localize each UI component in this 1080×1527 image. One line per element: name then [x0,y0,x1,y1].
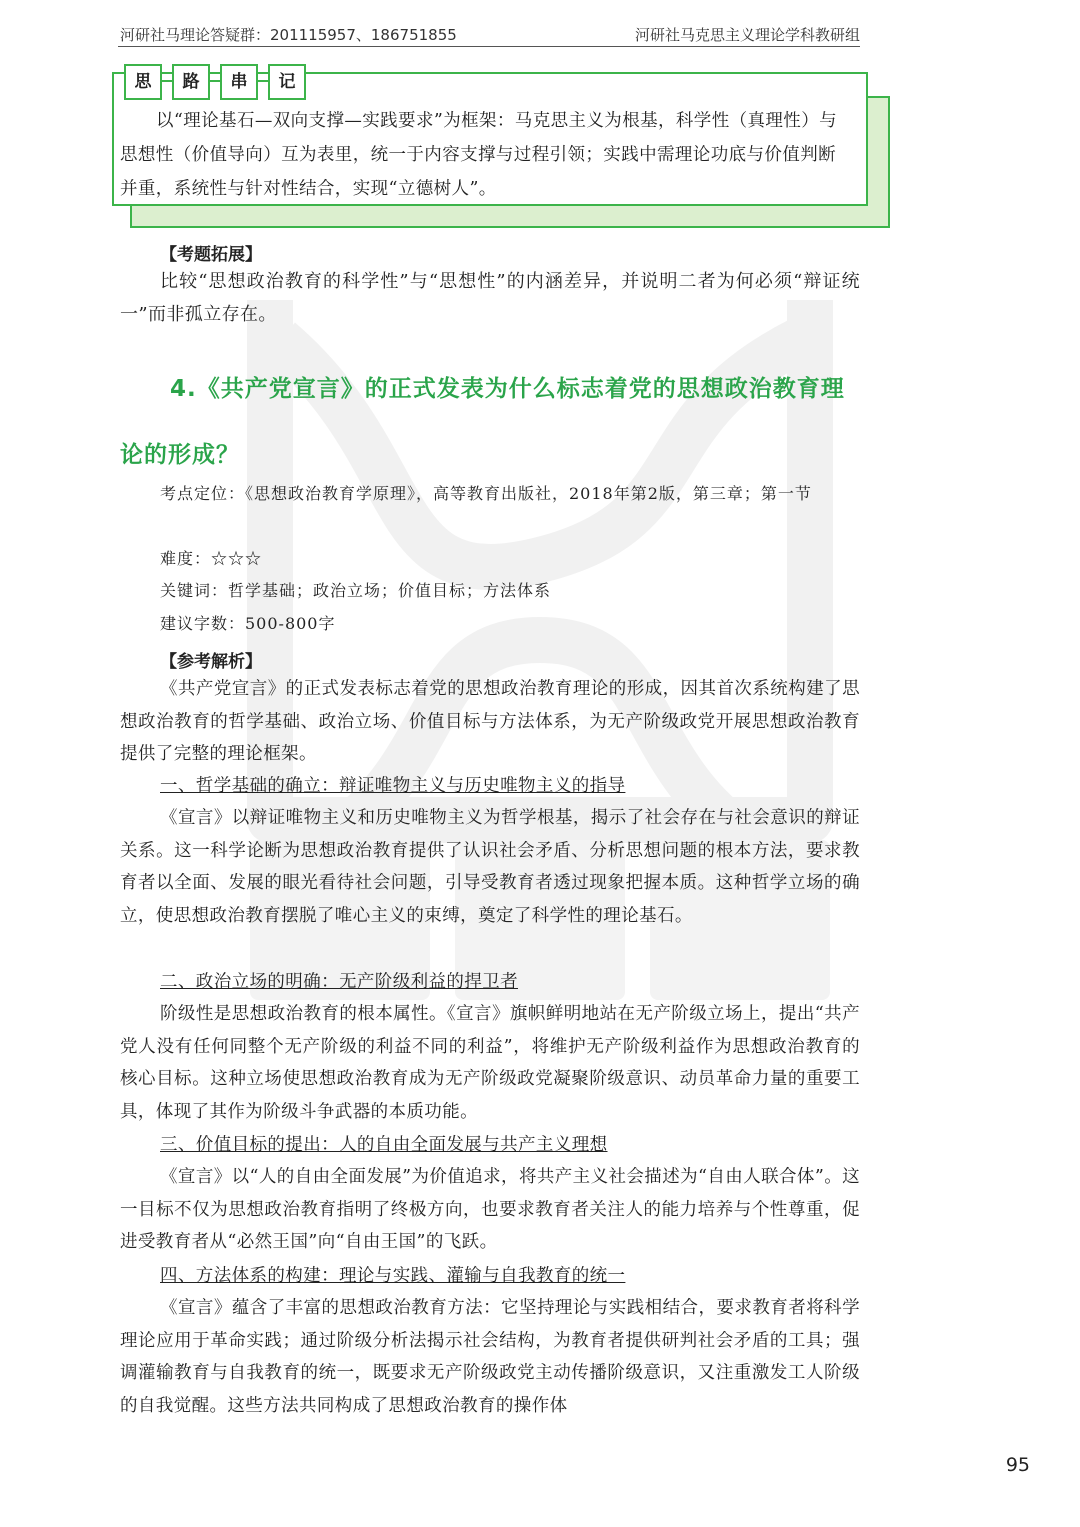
section-heading: 三、价值目标的提出：人的自由全面发展与共产主义理想 [160,1135,608,1155]
analysis-label: 【参考解析】 [160,652,262,672]
summary-text: 以“理论基石—双向支撑—实践要求”为框架：马克思主义为根基，科学性（真理性）与思想性（价值导向）互为表里，统一于内容支撑与过程引领；实践中需理论功底与价值判断并重，系统性与针对性结合，实现“立德树人”。 [120,111,837,199]
header-right-text: 河研社马克思主义理论学科教研组 [634,26,860,44]
word-count: 建议字数：500-800字 [160,614,336,633]
section-heading: 四、方法体系的构建：理论与实践、灌输与自我教育的统一 [160,1266,626,1286]
extension-label: 【考题拓展】 [160,245,262,265]
running-header [120,20,860,46]
section-body: 《宣言》以辩证唯物主义和历史唯物主义为哲学根基，揭示了社会存在与社会意识的辩证关系。这一科学论断为思想政治教育提供了认识社会矛盾、分析思想问题的根本方法，要求教育者以全面、发展的眼光看待社会问题，引导受教育者透过现象把握本质。这种哲学立场的确立，使思想政治教育摆脱了唯心主义的束缚，奠定了科学性的理论基石。 [120,808,860,926]
section-body: 《宣言》以“人的自由全面发展”为价值追求，将共产主义社会描述为“自由人联合体”。这一目标不仅为思想政治教育指明了终极方向，也要求教育者关注人的能力培养与个性尊重，促进受教育者从“必然王国”向“自由王国”的飞跃。 [120,1167,860,1252]
header-left-text: 河研社马理论答疑群：201115957、186751855 [120,26,457,44]
summary-tag: 串 [220,64,258,100]
summary-tag: 路 [172,64,210,100]
summary-tag: 思 [124,64,162,100]
header-divider [118,46,860,47]
question-title: 4.《共产党宣言》的正式发表为什么标志着党的思想政治教育理论的形成？ [120,376,845,468]
section-heading: 二、政治立场的明确：无产阶级利益的捍卫者 [160,972,518,992]
section-body: 《宣言》蕴含了丰富的思想政治教育方法：它坚持理论与实践相结合，要求教育者将科学理论应用于革命实践；通过阶级分析法揭示社会结构，为教育者提供研判社会矛盾的工具；强调灌输教育与自我教育的统一，既要求无产阶级政党主动传播阶级意识，又注重激发工人阶级的自我觉醒。这些方法共同构成了思想政治教育的操作体 [120,1298,860,1416]
extension-text: 比较“思想政治教育的科学性”与“思想性”的内涵差异，并说明二者为何必须“辩证统一”而非孤立存在。 [120,271,860,325]
exam-location: 考点定位：《思想政治教育学原理》，高等教育出版社，2018年第2版，第三章；第一节 [160,484,812,503]
page-number: 95 [1005,1454,1030,1476]
difficulty: 难度：☆☆☆ [160,549,263,568]
analysis-intro: 《共产党宣言》的正式发表标志着党的思想政治教育理论的形成，因其首次系统构建了思想政治教育的哲学基础、政治立场、价值目标与方法体系，为无产阶级政党开展思想政治教育提供了完整的理论框架。 [120,679,860,764]
section-body: 阶级性是思想政治教育的根本属性。《宣言》旗帜鲜明地站在无产阶级立场上，提出“共产党人没有任何同整个无产阶级的利益不同的利益”，将维护无产阶级利益作为思想政治教育的核心目标。这种立场使思想政治教育成为无产阶级政党凝聚阶级意识、动员革命力量的重要工具，体现了其作为阶级斗争武器的本质功能。 [120,1004,860,1122]
section-heading: 一、哲学基础的确立：辩证唯物主义与历史唯物主义的指导 [160,776,626,796]
keywords: 关键词：哲学基础；政治立场；价值目标；方法体系 [160,581,552,600]
summary-tag: 记 [268,64,306,100]
